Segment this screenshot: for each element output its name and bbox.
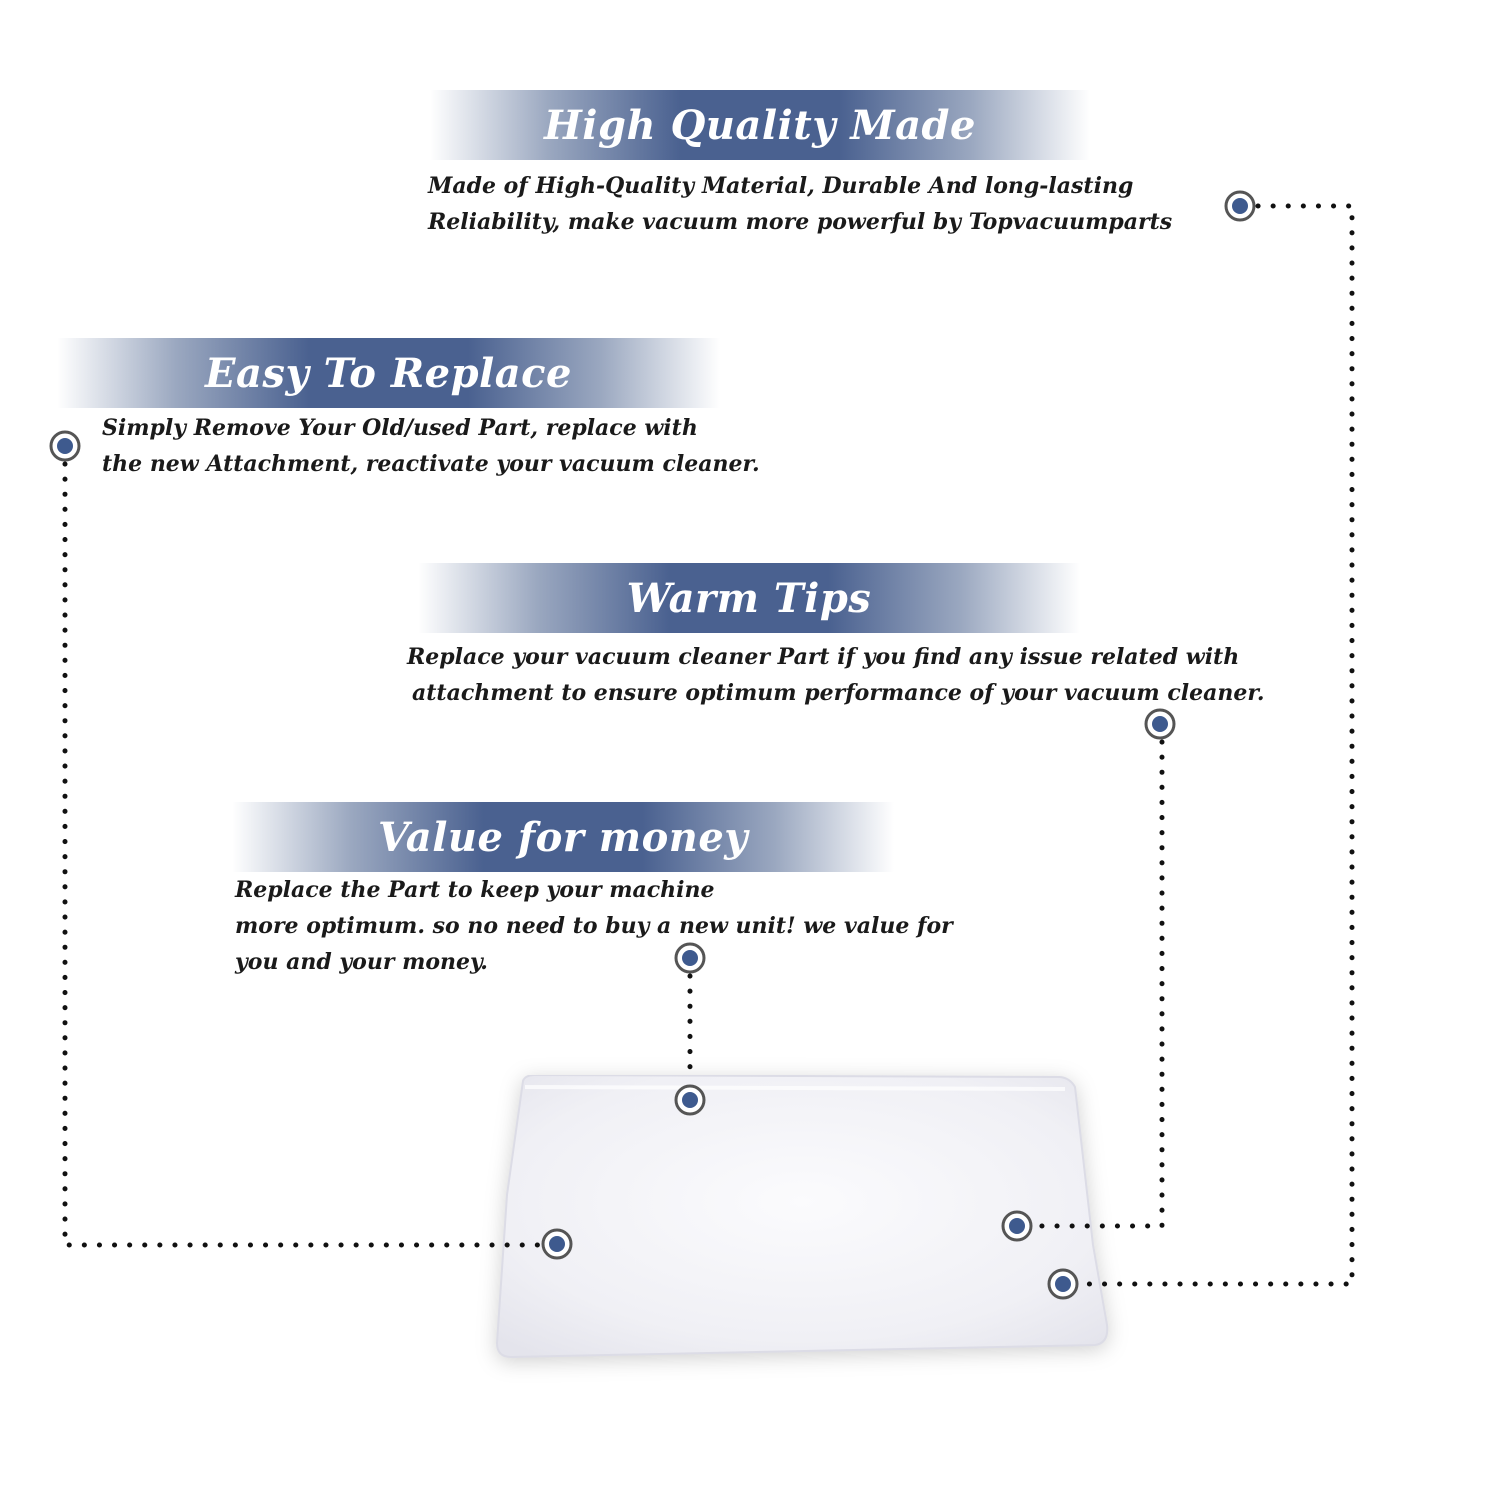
foam-pad-shape xyxy=(497,1075,1107,1357)
marker-warm-tips xyxy=(1146,710,1174,738)
banner-title: Easy To Replace xyxy=(205,349,572,397)
description-value-for-money xyxy=(235,872,953,980)
description-line: Made of High-Quality Material, Durable And long-lasting xyxy=(428,173,1134,199)
description-high-quality-made xyxy=(428,168,1172,240)
description-line: the new Attachment, reactivate your vacuum cleaner. xyxy=(102,451,760,477)
banner-easy-to-replace xyxy=(57,338,720,408)
connector-high-quality-made xyxy=(1082,206,1352,1284)
description-warm-tips xyxy=(407,639,1265,711)
description-line: you and your money. xyxy=(235,949,488,975)
banner-warm-tips xyxy=(418,563,1080,633)
description-line: Reliability, make vacuum more powerful by Topvacuumparts xyxy=(428,209,1173,235)
marker-high-quality-made xyxy=(1226,192,1254,220)
marker-easy-to-replace xyxy=(51,432,79,460)
banner-value-for-money xyxy=(232,802,894,872)
banner-high-quality-made xyxy=(430,90,1090,160)
description-line: Replace your vacuum cleaner Part if you find any issue related with xyxy=(407,644,1240,670)
banner-title: Warm Tips xyxy=(626,574,872,622)
description-easy-to-replace xyxy=(102,410,760,482)
banner-title: Value for money xyxy=(377,813,749,861)
foam-filter-pad-image xyxy=(495,1075,1110,1360)
description-line: attachment to ensure optimum performance of your vacuum cleaner. xyxy=(412,680,1265,706)
description-line: Simply Remove Your Old/used Part, replace with xyxy=(102,415,698,441)
description-line: Replace the Part to keep your machine xyxy=(235,877,715,903)
description-line: more optimum. so no need to buy a new unit! we value for xyxy=(235,913,953,939)
banner-title: High Quality Made xyxy=(544,101,976,149)
